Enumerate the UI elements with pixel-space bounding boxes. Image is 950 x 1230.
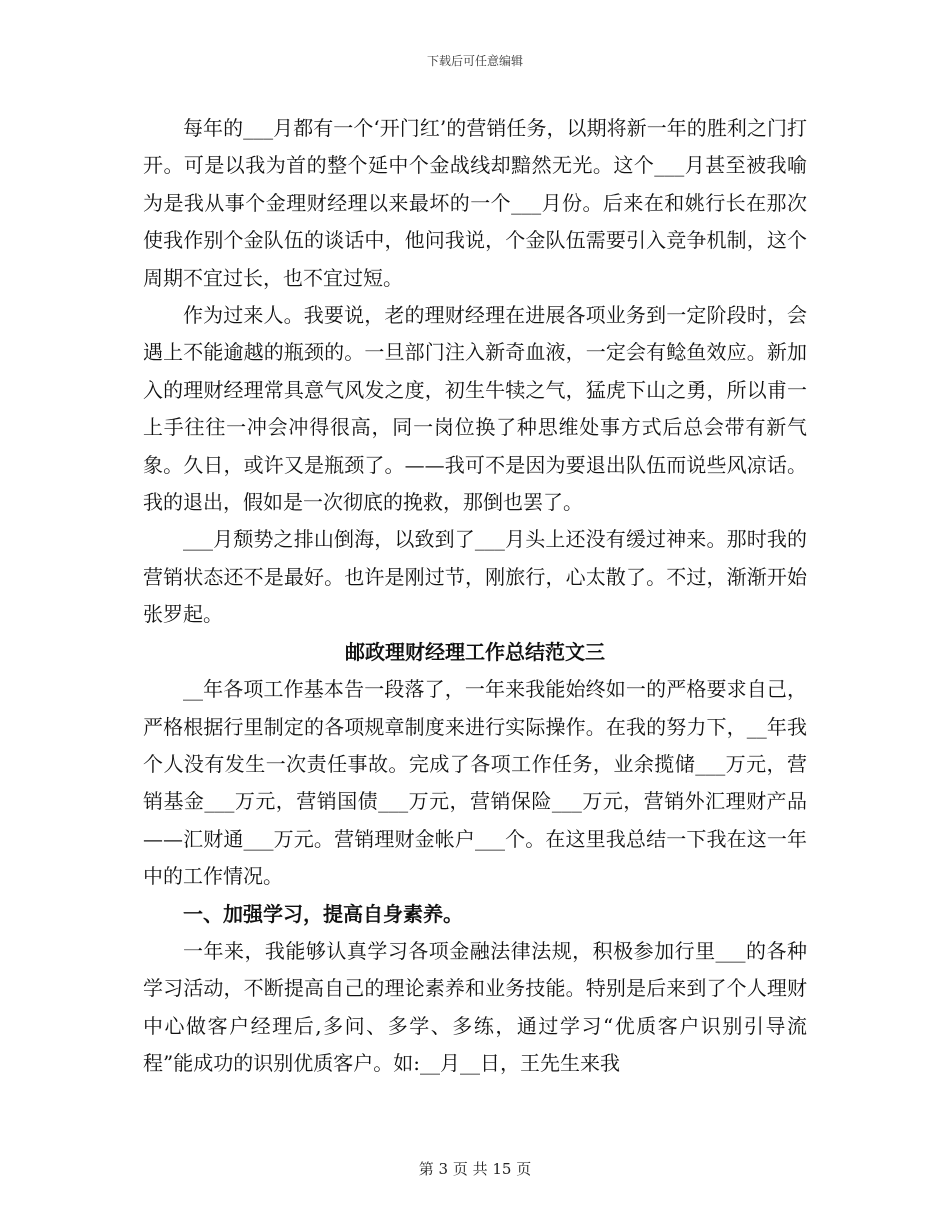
section-paragraph-1: __年各项工作基本告一段落了，一年来我能始终如一的严格要求自己，严格根据行里制定的各项规章制度来进行实际操作。在我的努力下，__年我个人没有发生一次责任事故。完成了各项工作任务，业余揽储___万元，营销基金___万元，营销国债___万元，营销保险___万元，营销外汇理财产品——汇财通___万元。营销理财金帐户___个。在这里我总结一下我在这一年中的工作情况。 <box>143 677 807 889</box>
page-footer: 第 3 页 共 15 页 <box>418 1160 532 1178</box>
sub-paragraph-1: 一年来，我能够认真学习各项金融法律法规，积极参加行里___的各种学习活动，不断提高自己的理论素养和业务技能。特别是后来到了个人理财中心做客户经理后,多问、多学、多练，通过学习“优质客户识别引导流程”能成功的识别优质客户。如:__月__日，王先生来我 <box>143 938 807 1076</box>
paragraph-1: 每年的___月都有一个‘开门红’的营销任务，以期将新一年的胜利之门打开。可是以我为首的整个延中个金战线却黯然无光。这个___月甚至被我喻为是我从事个金理财经理以来最坏的一个___月份。后来在和姚行长在那次使我作别个金队伍的谈话中，他问我说，个金队伍需要引入竞争机制，这个周期不宜过长，也不宜过短。 <box>143 116 807 290</box>
page-header: 下载后可任意编辑 <box>426 54 523 68</box>
document-body <box>143 110 807 1083</box>
paragraph-3: ___月颓势之排山倒海，以致到了___月头上还没有缓过神来。那时我的营销状态还不是最好。也许是刚过节，刚旅行，心太散了。不过，渐渐开始张罗起。 <box>143 527 807 627</box>
section-title: 邮政理财经理工作总结范文三 <box>345 639 605 664</box>
paragraph-2: 作为过来人。我要说，老的理财经理在进展各项业务到一定阶段时，会遇上不能逾越的瓶颈的。一旦部门注入新奇血液，一定会有鲶鱼效应。新加入的理财经理常具意气风发之度，初生牛犊之气，猛虎下山之勇，所以甫一上手往往一冲会冲得很高，同一岗位换了种思维处事方式后总会带有新气象。久日，或许又是瓶颈了。——我可不是因为要退出队伍而说些风凉话。我的退出，假如是一次彻底的挽救，那倒也罢了。 <box>143 303 807 515</box>
subheading: 一、加强学习，提高自身素养。 <box>183 901 463 926</box>
